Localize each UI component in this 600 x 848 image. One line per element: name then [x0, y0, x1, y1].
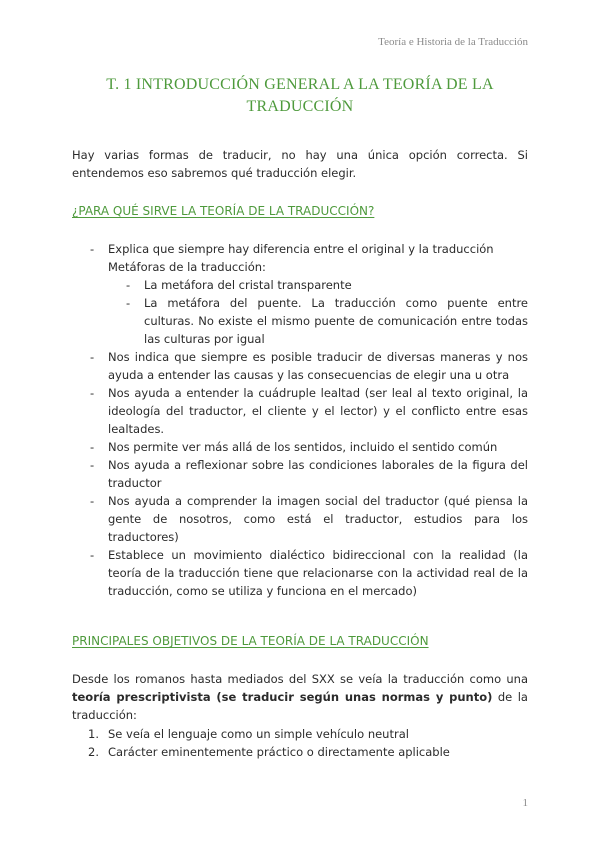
bullet-dash: -	[90, 350, 95, 364]
item-number: 1.	[88, 727, 99, 741]
bullet-dash: -	[90, 242, 95, 256]
purpose-list	[72, 240, 528, 600]
numbered-item	[72, 725, 528, 743]
objectives-text-end: de la traducción:	[72, 690, 528, 722]
bullet-dash: -	[90, 494, 95, 508]
list-item-text: Nos ayuda a entender la cuádruple lealtad (ser leal al texto original, la ideología del traductor, el cliente y el lector) y el conflicto entre esas lealtades.	[108, 386, 528, 436]
list-item	[72, 546, 528, 600]
objectives-text-start: Desde los romanos hasta mediados del SXX se veía la traducción como una	[72, 672, 528, 686]
objectives-numbered-list	[72, 725, 528, 761]
list-item-text: Nos indica que siempre es posible traducir de diversas maneras y nos ayuda a entender las causas y las consecuencias de elegir una u otra	[108, 350, 528, 382]
bullet-dash: -	[90, 386, 95, 400]
intro-paragraph: Hay varias formas de traducir, no hay una única opción correcta. Si entendemos eso sabremos qué traducción elegir.	[72, 148, 528, 180]
running-header: Teoría e Historia de la Traducción	[378, 36, 528, 48]
list-item-text: Establece un movimiento dialéctico bidireccional con la realidad (la teoría de la traducción tiene que relacionarse con la actividad real de la traducción, como se utiliza y funciona en el mercado)	[108, 548, 528, 598]
title-line-2: TRADUCCIÓN	[246, 98, 354, 115]
numbered-item	[72, 743, 528, 761]
list-item-text: Nos ayuda a reflexionar sobre las condiciones laborales de la figura del traductor	[108, 458, 528, 490]
section-heading-objectives: PRINCIPALES OBJETIVOS DE LA TEORÍA DE LA TRADUCCIÓN	[72, 634, 429, 648]
metaphor-sublist	[108, 276, 528, 348]
item-number: 2.	[88, 745, 99, 759]
bullet-dash: -	[126, 278, 131, 292]
list-item-text: Nos permite ver más allá de los sentidos, incluido el sentido común	[108, 440, 498, 454]
bullet-dash: -	[126, 296, 131, 310]
sublist-item-text: La metáfora del cristal transparente	[144, 278, 352, 292]
objectives-text-bold: teoría prescriptivista (se traducir según unas normas y punto)	[72, 690, 493, 704]
list-item-text: Explica que siempre hay diferencia entre el original y la traducción	[108, 242, 494, 256]
list-item	[72, 240, 528, 348]
list-item-text: Nos ayuda a comprender la imagen social del traductor (qué piensa la gente de nosotros, como está el traductor, estudios para los traductores)	[108, 494, 528, 544]
sublist-item	[108, 294, 528, 348]
sublist-item-text: La metáfora del puente. La traducción como puente entre culturas. No existe el mismo puente de comunicación entre todas las culturas por igual	[144, 296, 528, 346]
list-item	[72, 348, 528, 384]
bullet-dash: -	[90, 440, 95, 454]
section-heading-purpose: ¿PARA QUÉ SIRVE LA TEORÍA DE LA TRADUCCIÓN?	[72, 204, 375, 218]
title-line-1: T. 1 INTRODUCCIÓN GENERAL A LA TEORÍA DE LA	[106, 76, 494, 93]
numbered-item-text: Se veía el lenguaje como un simple vehículo neutral	[108, 727, 409, 741]
bullet-dash: -	[90, 458, 95, 472]
sublist-item	[108, 276, 528, 294]
list-item	[72, 438, 528, 456]
page-number: 1	[522, 797, 528, 809]
list-item	[72, 384, 528, 438]
list-item	[72, 492, 528, 546]
list-item-text: Metáforas de la traducción:	[108, 260, 266, 274]
numbered-item-text: Carácter eminentemente práctico o directamente aplicable	[108, 745, 450, 759]
list-item	[72, 456, 528, 492]
objectives-paragraph	[72, 670, 528, 724]
bullet-dash: -	[90, 548, 95, 562]
document-title	[72, 74, 528, 118]
